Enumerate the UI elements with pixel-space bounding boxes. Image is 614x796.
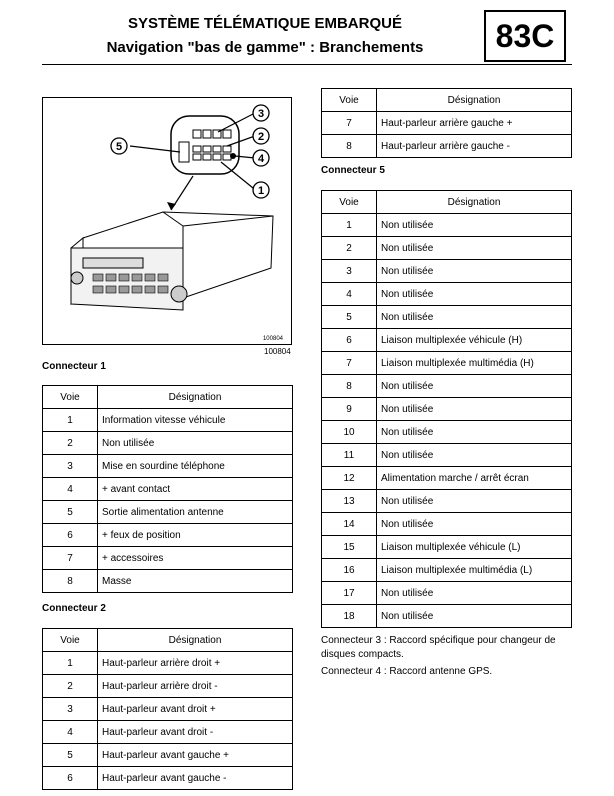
table-header-row xyxy=(43,386,293,409)
radio-illustration xyxy=(43,98,291,344)
designation-cell: + accessoires xyxy=(98,547,293,570)
table-row xyxy=(322,283,572,306)
callout-3: 3 xyxy=(257,108,265,120)
table-row xyxy=(43,744,293,767)
table-row xyxy=(322,582,572,605)
figure-code-inner: 100804 xyxy=(262,336,283,342)
table-row xyxy=(322,536,572,559)
designation-cell: Haut-parleur avant gauche + xyxy=(98,744,293,767)
callout-1: 1 xyxy=(257,185,265,197)
designation-cell: Haut-parleur arrière gauche + xyxy=(377,112,572,135)
voie-cell: 5 xyxy=(322,306,377,329)
connecteur-1-table xyxy=(42,385,293,593)
connecteur-5-table xyxy=(321,190,572,628)
connecteur-1-caption: Connecteur 1 xyxy=(42,361,106,372)
designation-cell: Masse xyxy=(98,570,293,593)
page-title: SYSTÈME TÉLÉMATIQUE EMBARQUÉ xyxy=(128,15,402,32)
designation-cell: + feux de position xyxy=(98,524,293,547)
designation-header: Désignation xyxy=(98,386,293,409)
connecteur-2-continued-table xyxy=(321,88,572,158)
voie-cell: 8 xyxy=(43,570,98,593)
table-row xyxy=(322,559,572,582)
voie-cell: 6 xyxy=(43,767,98,790)
designation-cell: Information vitesse véhicule xyxy=(98,409,293,432)
table-row xyxy=(322,490,572,513)
voie-cell: 8 xyxy=(322,135,377,158)
voie-cell: 3 xyxy=(43,698,98,721)
designation-cell: Haut-parleur avant gauche - xyxy=(98,767,293,790)
designation-cell: Non utilisée xyxy=(377,214,572,237)
table-row xyxy=(322,513,572,536)
designation-cell: Non utilisée xyxy=(377,582,572,605)
designation-cell: Non utilisée xyxy=(377,421,572,444)
designation-cell: Liaison multiplexée multimédia (H) xyxy=(377,352,572,375)
table-row xyxy=(43,675,293,698)
voie-cell: 5 xyxy=(43,744,98,767)
designation-cell: Non utilisée xyxy=(377,398,572,421)
table-row xyxy=(322,306,572,329)
table-row xyxy=(322,605,572,628)
voie-cell: 8 xyxy=(322,375,377,398)
table-row xyxy=(322,237,572,260)
voie-cell: 4 xyxy=(43,478,98,501)
voie-cell: 2 xyxy=(322,237,377,260)
callout-5: 5 xyxy=(115,141,123,153)
connecteur-5-caption: Connecteur 5 xyxy=(321,165,385,176)
designation-cell: Mise en sourdine téléphone xyxy=(98,455,293,478)
designation-cell: Haut-parleur arrière droit + xyxy=(98,652,293,675)
designation-cell: Haut-parleur arrière gauche - xyxy=(377,135,572,158)
callout-2: 2 xyxy=(257,131,265,143)
table-row xyxy=(43,432,293,455)
table-row xyxy=(43,409,293,432)
note-connecteur-3: Connecteur 3 : Raccord spécifique pour changeur de disques compacts. xyxy=(321,635,556,660)
designation-cell: Non utilisée xyxy=(377,306,572,329)
voie-header: Voie xyxy=(43,629,98,652)
voie-cell: 3 xyxy=(322,260,377,283)
table-row xyxy=(322,352,572,375)
designation-cell: Non utilisée xyxy=(377,283,572,306)
designation-cell: Non utilisée xyxy=(98,432,293,455)
note-connecteur-4: Connecteur 4 : Raccord antenne GPS. xyxy=(321,666,493,677)
voie-header: Voie xyxy=(322,191,377,214)
designation-cell: Non utilisée xyxy=(377,513,572,536)
table-row xyxy=(43,478,293,501)
voie-cell: 4 xyxy=(322,283,377,306)
designation-header: Désignation xyxy=(377,191,572,214)
table-row xyxy=(322,398,572,421)
table-row xyxy=(43,501,293,524)
table-row xyxy=(322,467,572,490)
table-row xyxy=(43,547,293,570)
callout-4: 4 xyxy=(257,153,265,165)
table-header-row xyxy=(322,191,572,214)
table-row xyxy=(322,444,572,467)
voie-cell: 1 xyxy=(43,409,98,432)
voie-cell: 12 xyxy=(322,467,377,490)
voie-cell: 16 xyxy=(322,559,377,582)
table-row xyxy=(43,570,293,593)
voie-cell: 15 xyxy=(322,536,377,559)
voie-cell: 4 xyxy=(43,721,98,744)
voie-cell: 5 xyxy=(43,501,98,524)
voie-cell: 7 xyxy=(43,547,98,570)
voie-cell: 13 xyxy=(322,490,377,513)
table-row xyxy=(322,421,572,444)
table-row xyxy=(43,524,293,547)
designation-cell: Alimentation marche / arrêt écran xyxy=(377,467,572,490)
table-row xyxy=(43,652,293,675)
voie-cell: 14 xyxy=(322,513,377,536)
voie-cell: 17 xyxy=(322,582,377,605)
designation-cell: Non utilisée xyxy=(377,237,572,260)
voie-cell: 7 xyxy=(322,352,377,375)
voie-cell: 10 xyxy=(322,421,377,444)
voie-header: Voie xyxy=(43,386,98,409)
voie-cell: 9 xyxy=(322,398,377,421)
voie-cell: 11 xyxy=(322,444,377,467)
designation-cell: Haut-parleur avant droit + xyxy=(98,698,293,721)
voie-cell: 18 xyxy=(322,605,377,628)
table-header-row xyxy=(322,89,572,112)
connecteur-2-caption: Connecteur 2 xyxy=(42,603,106,614)
table-row xyxy=(43,721,293,744)
header-divider xyxy=(42,64,572,65)
designation-cell: Non utilisée xyxy=(377,444,572,467)
voie-cell: 1 xyxy=(322,214,377,237)
table-row xyxy=(322,375,572,398)
designation-cell: Non utilisée xyxy=(377,605,572,628)
designation-header: Désignation xyxy=(98,629,293,652)
table-row xyxy=(322,135,572,158)
voie-cell: 2 xyxy=(43,432,98,455)
voie-cell: 6 xyxy=(43,524,98,547)
table-row xyxy=(322,214,572,237)
table-row xyxy=(43,455,293,478)
table-row xyxy=(322,329,572,352)
designation-header: Désignation xyxy=(377,89,572,112)
table-row xyxy=(43,698,293,721)
voie-header: Voie xyxy=(322,89,377,112)
designation-cell: Liaison multiplexée véhicule (H) xyxy=(377,329,572,352)
designation-cell: Liaison multiplexée véhicule (L) xyxy=(377,536,572,559)
figure-code: 100804 xyxy=(264,347,291,356)
designation-cell: Liaison multiplexée multimédia (L) xyxy=(377,559,572,582)
designation-cell: Non utilisée xyxy=(377,490,572,513)
designation-cell: Non utilisée xyxy=(377,375,572,398)
connecteur-2-table xyxy=(42,628,293,790)
table-row xyxy=(43,767,293,790)
table-row xyxy=(322,112,572,135)
designation-cell: + avant contact xyxy=(98,478,293,501)
voie-cell: 6 xyxy=(322,329,377,352)
page-subtitle: Navigation "bas de gamme" : Branchements xyxy=(106,39,424,56)
table-header-row xyxy=(43,629,293,652)
designation-cell: Haut-parleur arrière droit - xyxy=(98,675,293,698)
designation-cell: Non utilisée xyxy=(377,260,572,283)
designation-cell: Sortie alimentation antenne xyxy=(98,501,293,524)
section-badge: 83C xyxy=(484,10,566,62)
designation-cell: Haut-parleur avant droit - xyxy=(98,721,293,744)
voie-cell: 3 xyxy=(43,455,98,478)
voie-cell: 7 xyxy=(322,112,377,135)
table-row xyxy=(322,260,572,283)
voie-cell: 2 xyxy=(43,675,98,698)
voie-cell: 1 xyxy=(43,652,98,675)
radio-connector-figure xyxy=(42,97,292,345)
